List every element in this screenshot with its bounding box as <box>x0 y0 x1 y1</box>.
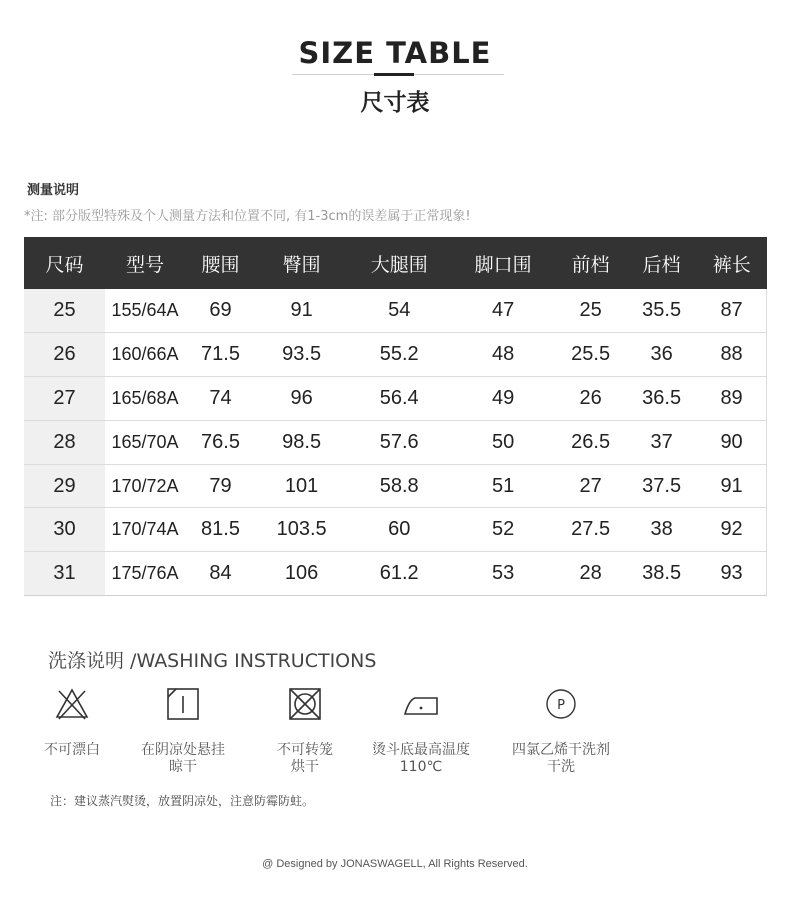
table-row <box>24 420 767 464</box>
cell-thigh: 56.4 <box>347 377 451 421</box>
cell-hem: 47 <box>451 289 555 333</box>
cell-hip: 98.5 <box>256 420 347 464</box>
cell-hip: 101 <box>256 464 347 508</box>
cell-length: 93 <box>697 552 766 596</box>
cell-front-rise: 26 <box>555 377 626 421</box>
wash-item-iron <box>360 686 482 776</box>
header-size: 尺码 <box>24 237 105 289</box>
measure-heading: 测量说明 <box>27 183 80 198</box>
header-front-rise: 前档 <box>555 237 626 289</box>
table-row <box>24 464 767 508</box>
cell-hip: 106 <box>256 552 347 596</box>
table-row <box>24 377 767 421</box>
cell-hem: 53 <box>451 552 555 596</box>
header-back-rise: 后档 <box>626 237 697 289</box>
cell-thigh: 58.8 <box>347 464 451 508</box>
cell-hem: 48 <box>451 333 555 377</box>
header-thigh: 大腿围 <box>347 237 451 289</box>
cell-size: 26 <box>24 333 105 377</box>
footer-copyright: @ Designed by JONASWAGELL, All Rights Reserved. <box>262 858 528 870</box>
cell-front-rise: 27.5 <box>555 508 626 552</box>
table-row <box>24 508 767 552</box>
cell-front-rise: 27 <box>555 464 626 508</box>
page-title-cn: 尺寸表 <box>360 90 430 116</box>
cell-back-rise: 36 <box>626 333 697 377</box>
measure-note: *注: 部分版型特殊及个人测量方法和位置不同, 有1-3cm的误差属于正常现象! <box>24 209 471 224</box>
cell-back-rise: 35.5 <box>626 289 697 333</box>
cell-hem: 50 <box>451 420 555 464</box>
cell-size: 27 <box>24 377 105 421</box>
cell-front-rise: 26.5 <box>555 420 626 464</box>
cell-thigh: 55.2 <box>347 333 451 377</box>
iron-icon <box>401 686 441 722</box>
cell-waist: 71.5 <box>185 333 256 377</box>
wash-item-dry-clean <box>500 686 622 776</box>
title-divider-accent <box>374 73 414 76</box>
cell-size: 28 <box>24 420 105 464</box>
svg-text:P: P <box>557 698 565 713</box>
line-dry-shade-icon <box>165 686 201 722</box>
cell-front-rise: 25 <box>555 289 626 333</box>
cell-waist: 81.5 <box>185 508 256 552</box>
table-row <box>24 333 767 377</box>
cell-length: 88 <box>697 333 766 377</box>
header-length: 裤长 <box>697 237 766 289</box>
cell-waist: 69 <box>185 289 256 333</box>
cell-back-rise: 38 <box>626 508 697 552</box>
cell-model: 175/76A <box>105 552 185 596</box>
wash-label: 在阴凉处悬挂 晾干 <box>141 742 225 775</box>
cell-model: 160/66A <box>105 333 185 377</box>
cell-thigh: 60 <box>347 508 451 552</box>
cell-size: 30 <box>24 508 105 552</box>
cell-back-rise: 37.5 <box>626 464 697 508</box>
table-header-row <box>24 237 767 289</box>
cell-front-rise: 28 <box>555 552 626 596</box>
cell-model: 165/68A <box>105 377 185 421</box>
cell-length: 90 <box>697 420 766 464</box>
cell-back-rise: 37 <box>626 420 697 464</box>
cell-back-rise: 38.5 <box>626 552 697 596</box>
cell-hip: 93.5 <box>256 333 347 377</box>
cell-model: 170/72A <box>105 464 185 508</box>
cell-length: 91 <box>697 464 766 508</box>
cell-length: 92 <box>697 508 766 552</box>
size-table <box>24 237 767 596</box>
header-model: 型号 <box>105 237 185 289</box>
cell-size: 25 <box>24 289 105 333</box>
header-hip: 臀围 <box>256 237 347 289</box>
cell-thigh: 57.6 <box>347 420 451 464</box>
washing-heading: 洗涤说明 /WASHING INSTRUCTIONS <box>48 650 377 672</box>
cell-hip: 103.5 <box>256 508 347 552</box>
header-hem: 脚口围 <box>451 237 555 289</box>
cell-waist: 84 <box>185 552 256 596</box>
cell-size: 31 <box>24 552 105 596</box>
cell-waist: 76.5 <box>185 420 256 464</box>
cell-back-rise: 36.5 <box>626 377 697 421</box>
cell-hem: 51 <box>451 464 555 508</box>
cell-model: 170/74A <box>105 508 185 552</box>
wash-label: 不可漂白 <box>44 742 100 758</box>
cell-size: 29 <box>24 464 105 508</box>
table-row <box>24 289 767 333</box>
header-waist: 腰围 <box>185 237 256 289</box>
cell-length: 87 <box>697 289 766 333</box>
cell-front-rise: 25.5 <box>555 333 626 377</box>
cell-model: 155/64A <box>105 289 185 333</box>
cell-hem: 49 <box>451 377 555 421</box>
no-bleach-icon <box>54 686 90 722</box>
wash-item-no-tumble-dry <box>265 686 345 776</box>
cell-length: 89 <box>697 377 766 421</box>
wash-item-line-dry-shade <box>128 686 238 776</box>
wash-label: 四氯乙烯干洗剂 干洗 <box>512 742 610 775</box>
wash-label: 不可转笼 烘干 <box>277 742 333 775</box>
washing-note: 注：建议蒸汽熨烫，放置阴凉处，注意防霉防蛀。 <box>50 794 315 808</box>
wash-label: 烫斗底最高温度 110℃ <box>372 742 470 775</box>
cell-hip: 96 <box>256 377 347 421</box>
page-title-en: SIZE TABLE <box>298 36 492 70</box>
cell-thigh: 54 <box>347 289 451 333</box>
cell-hip: 91 <box>256 289 347 333</box>
wash-item-no-bleach <box>36 686 108 759</box>
cell-hem: 52 <box>451 508 555 552</box>
table-row <box>24 552 767 596</box>
cell-waist: 79 <box>185 464 256 508</box>
no-tumble-dry-icon <box>287 686 323 722</box>
cell-thigh: 61.2 <box>347 552 451 596</box>
dry-clean-p-icon <box>543 686 579 722</box>
cell-model: 165/70A <box>105 420 185 464</box>
cell-waist: 74 <box>185 377 256 421</box>
